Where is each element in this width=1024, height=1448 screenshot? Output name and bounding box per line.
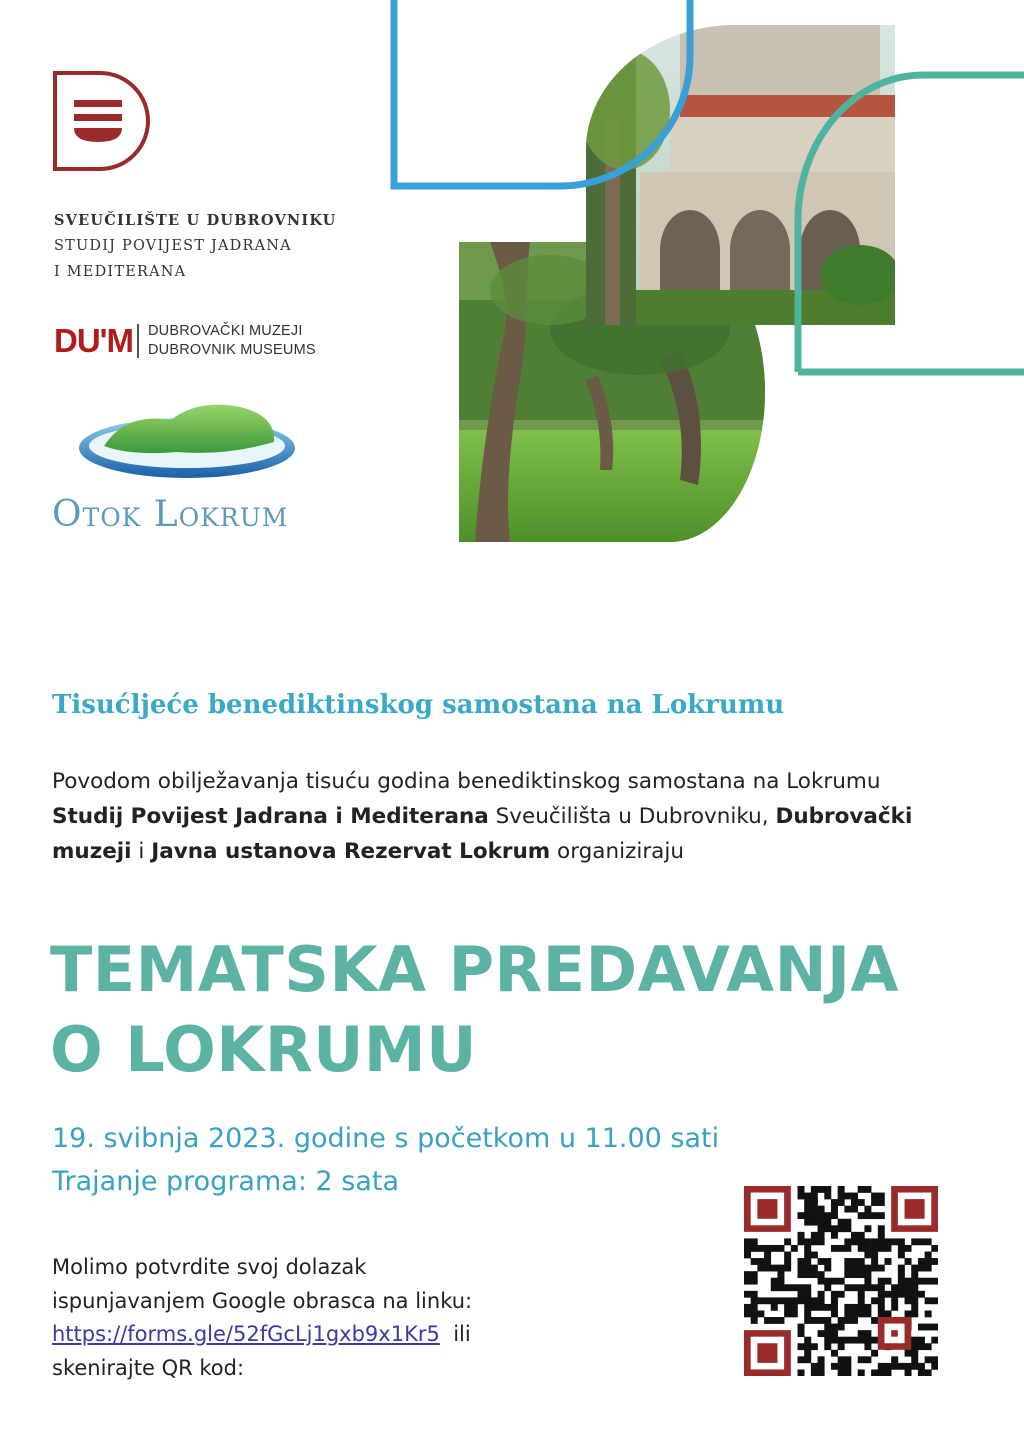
rsvp-line4: skenirajte QR kod: xyxy=(52,1356,245,1380)
rsvp-or-text: ili xyxy=(439,1322,471,1346)
event-date: 19. svibnja 2023. godine s početkom u 11.00 sati xyxy=(52,1123,720,1154)
intro-paragraph xyxy=(52,764,952,869)
main-title-line2: O LOKRUMU xyxy=(50,1013,477,1086)
event-subtitle: Tisućljeće benediktinskog samostana na Lokrumu xyxy=(52,690,785,720)
intro-text-3: i xyxy=(131,839,152,864)
rsvp-link-line xyxy=(52,1322,471,1346)
dum-divider xyxy=(137,324,139,358)
monastery-photo xyxy=(580,25,906,325)
rsvp-form-link[interactable]: https://forms.gle/52fGcLj1gxb9x1Kr5 xyxy=(52,1322,440,1346)
rsvp-line1: Molimo potvrdite svoj dolazak xyxy=(52,1255,367,1279)
qr-code-icon[interactable] xyxy=(744,1186,938,1376)
rsvp-line2: ispunjavanjem Google obrasca na linku: xyxy=(52,1289,473,1313)
intro-bold-3: Javna ustanova Rezervat Lokrum xyxy=(151,839,551,864)
intro-text-2: Sveučilišta u Dubrovniku, xyxy=(488,804,776,829)
university-name: SVEUČILIŠTE U DUBROVNIKU xyxy=(54,212,337,229)
intro-bold-1: Studij Povijest Jadrana i Mediterana xyxy=(52,804,489,829)
main-title-line1: TEMATSKA PREDAVANJA xyxy=(50,933,900,1006)
dum-logo-mark: DU'M xyxy=(54,322,133,359)
main-title xyxy=(50,930,1010,1090)
lokrum-name: Otok Lokrum xyxy=(52,494,289,535)
intro-bold-2: Dubrovački muzeji xyxy=(52,804,913,864)
intro-text-4: organiziraju xyxy=(550,839,684,864)
event-duration: Trajanje programa: 2 sata xyxy=(52,1166,400,1197)
study-program-line1: STUDIJ POVIJEST JADRANA xyxy=(54,238,292,254)
study-program-line2: I MEDITERANA xyxy=(54,264,187,280)
museum-name-en: DUBROVNIK MUSEUMS xyxy=(148,342,316,358)
photo-collage xyxy=(380,0,1024,560)
lokrum-island-icon xyxy=(76,398,298,482)
intro-text-1: Povodom obilježavanja tisuću godina benediktinskog samostana na Lokrumu xyxy=(52,769,881,794)
university-logo-icon xyxy=(52,70,152,172)
museum-name-hr: DUBROVAČKI MUZEJI xyxy=(148,323,303,339)
